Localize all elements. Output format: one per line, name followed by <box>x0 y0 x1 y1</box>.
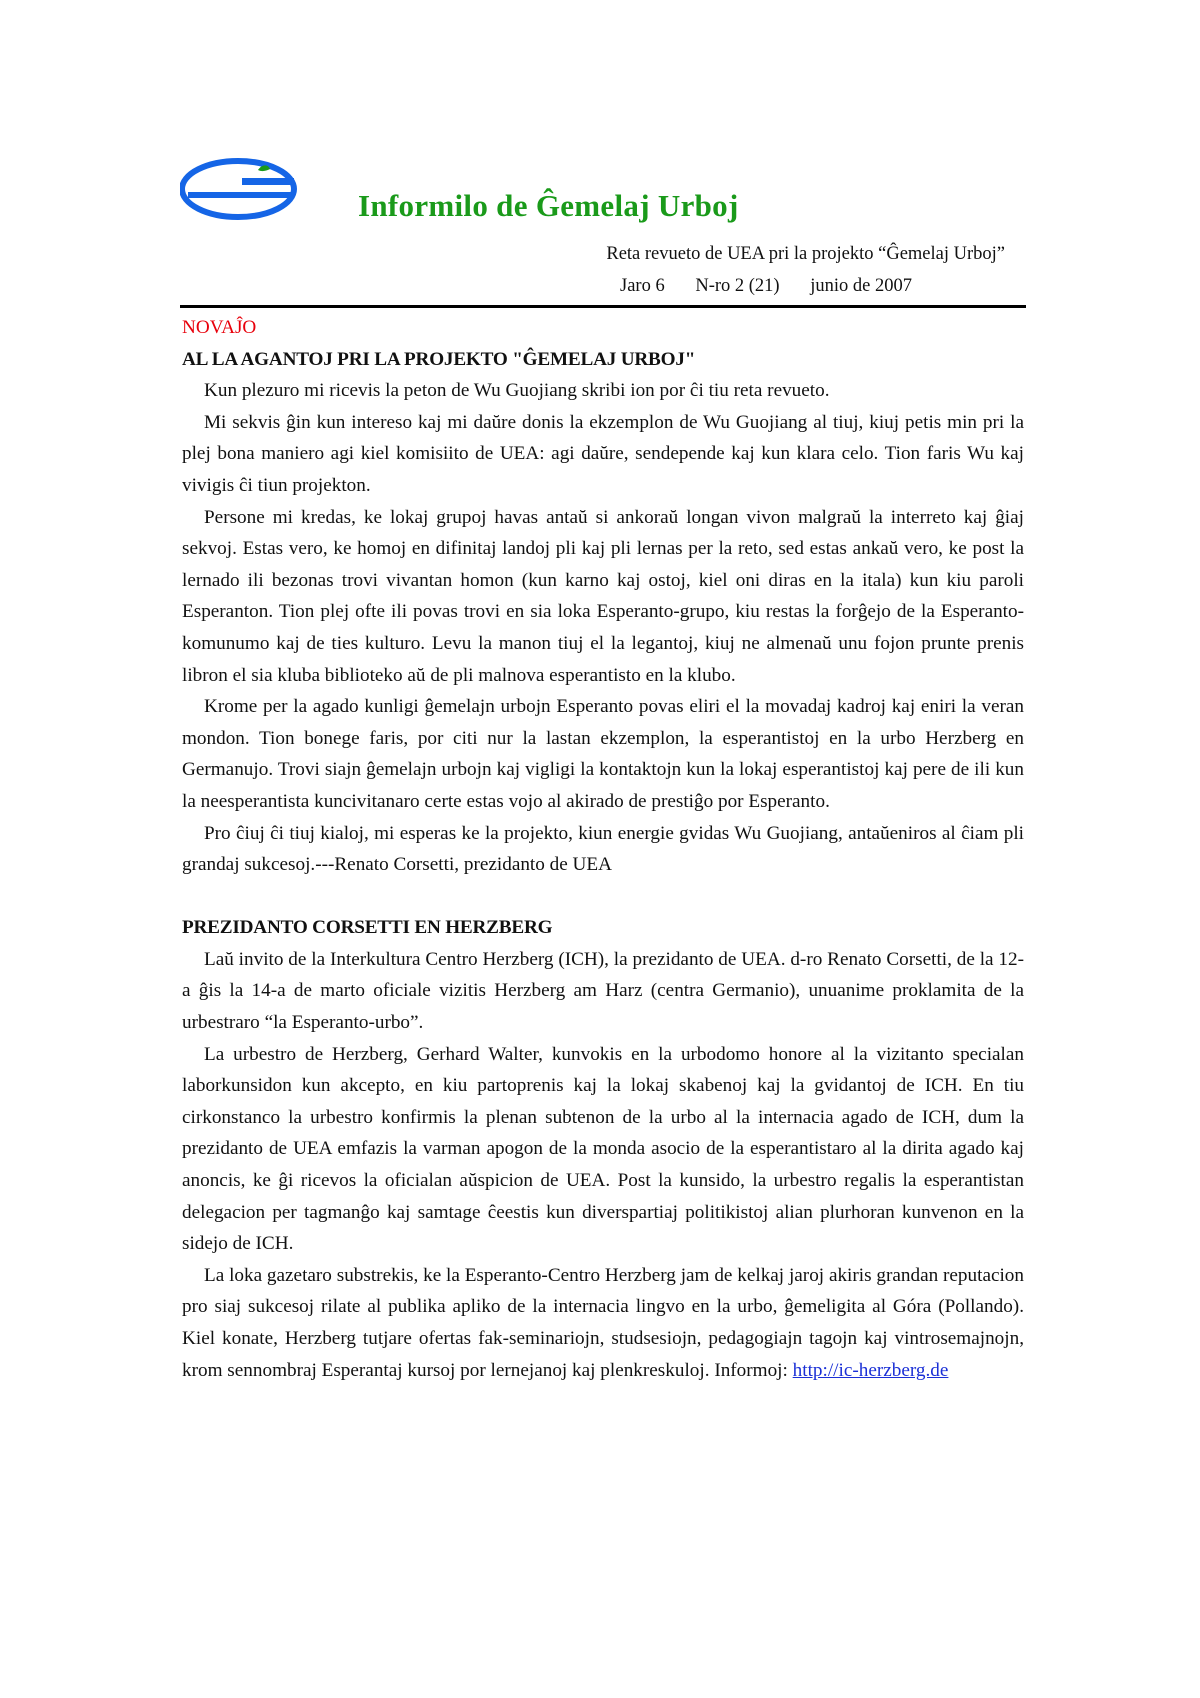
newsletter-content <box>182 312 1024 1386</box>
herzberg-website-link[interactable]: http://ic-herzberg.de <box>792 1359 949 1381</box>
article-heading: PREZIDANTO CORSETTI EN HERZBERG <box>182 917 553 939</box>
article-heading: AL LA AGANTOJ PRI LA PROJEKTO "ĜEMELAJ URBOJ" <box>182 348 696 370</box>
article-paragraph: La urbestro de Herzberg, Gerhard Walter, kunvokis en la urbodomo honore al la vizitanto specialan laborkunsidon kun akcepto, en kiu partoprenis kaj la lokaj skabenoj kaj la gvidantoj de ICH. En tiu cirkonstanco la urbestro konfirmis la plenan subtenon de la urbo al la internacia agado de ICH, dum la prezidanto de UEA emfazis la varman apogon de la monda asocio de la esperantistaro al la dirita agado kaj anoncis, ke ĝi ricevos la oficialan aŭspicion de UEA. Post la kunsido, la urbestro regalis la esperantistan delegacion per tagmanĝo kaj samtage ĉeestis kun diverspartiaj politikistoj alian plurhoran kunvenon en la sidejo de ICH. <box>182 1043 1024 1255</box>
article-paragraph-text: La loka gazetaro substrekis, ke la Esperanto-Centro Herzberg jam de kelkaj jaroj akiris grandan reputacion pro siaj sukcesoj rilate al publika apliko de la internacia lingvo en la urbo, ĝemeligita al Góra (Pollando). Kiel konate, Herzberg tutjare ofertas fak-seminariojn, studsesiojn, pedagogiajn tagojn kaj vintrosemajnojn, krom sennombraj Esperantaj kursoj por lernejanoj kaj plenkreskuloj. Informoj: <box>182 1264 1024 1381</box>
article-paragraph: Krome per la agado kunligi ĝemelajn urbojn Esperanto povas eliri el la movadaj kadroj kaj eniri la veran mondon. Tion bonege faris, por citi nur la lastan ekzemplon, la esperantistoj en la urbo Herzberg en Germanujo. Trovi siajn ĝemelajn urbojn kaj vigligi la kontaktojn kun la lokaj esperantistoj kaj pere de ili kun la neesperantista kuncivitanaro certe estas vojo al akirado de prestiĝo por Esperanto. <box>182 696 1024 812</box>
article-paragraph: Mi sekvis ĝin kun intereso kaj mi daŭre donis la ekzemplon de Wu Guojiang al tiuj, kiuj petis min pri la plej bona maniero agi kiel komisiito de UEA: agi daŭre, sendepende kaj kun klara celo. Tion faris Wu kaj vivigis ĉi tiun projekton. <box>182 411 1024 496</box>
issue-number: N-ro 2 (21) <box>695 276 780 296</box>
informilo-logo-icon <box>180 158 300 220</box>
article-paragraph: Persone mi kredas, ke lokaj grupoj havas antaŭ si ankoraŭ longan vivon malgraŭ la interreto kaj ĝiaj sekvoj. Estas vero, ke homoj en difinitaj landoj pli kaj pli lernas per la reto, sed estas ankaŭ vero, ke post la lernado ili bezonas trovi vivantan homon (kun karno kaj ostoj, kiel oni diras en la itala) kun kiu paroli Esperanton. Tion plej ofte ili povas trovi en sia loka Esperanto-grupo, kiu restas la forĝejo de la Esperanto-komunumo kaj de ties kulturo. Levu la manon tiuj el la legantoj, kiuj ne almenaŭ unu fojon prunte prenis libron el sia kluba biblioteko aŭ de pli malnova esperantisto en la klubo. <box>182 506 1024 686</box>
section-tag: NOVAĴO <box>182 317 257 338</box>
article-paragraph: Laŭ invito de la Interkultura Centro Herzberg (ICH), la prezidanto de UEA. d-ro Renato Corsetti, de la 12-a ĝis la 14-a de marto oficiale vizitis Herzberg am Harz (centra Germanio), unuanime proklamita de la urbestraro “la Esperanto-urbo”. <box>182 948 1024 1034</box>
newsletter-title: Informilo de Ĝemelaj Urboj <box>358 188 739 223</box>
article-paragraph: Pro ĉiuj ĉi tiuj kialoj, mi esperas ke la projekto, kiun energie gvidas Wu Guojiang, antaŭeniros al ĉiam pli grandaj sukcesoj.---Renato Corsetti, prezidanto de UEA <box>182 822 1024 876</box>
article-paragraph <box>182 1260 1024 1386</box>
issue-year: Jaro 6 <box>620 276 665 296</box>
header-divider <box>180 305 1026 308</box>
newsletter-subtitle: Reta revueto de UEA pri la projekto “Ĝemelaj Urboj” <box>606 244 1005 264</box>
issue-date: junio de 2007 <box>810 276 912 296</box>
issue-info <box>620 276 938 297</box>
article-paragraph: Kun plezuro mi ricevis la peton de Wu Guojiang skribi ion por ĉi tiu reta revueto. <box>204 380 830 402</box>
